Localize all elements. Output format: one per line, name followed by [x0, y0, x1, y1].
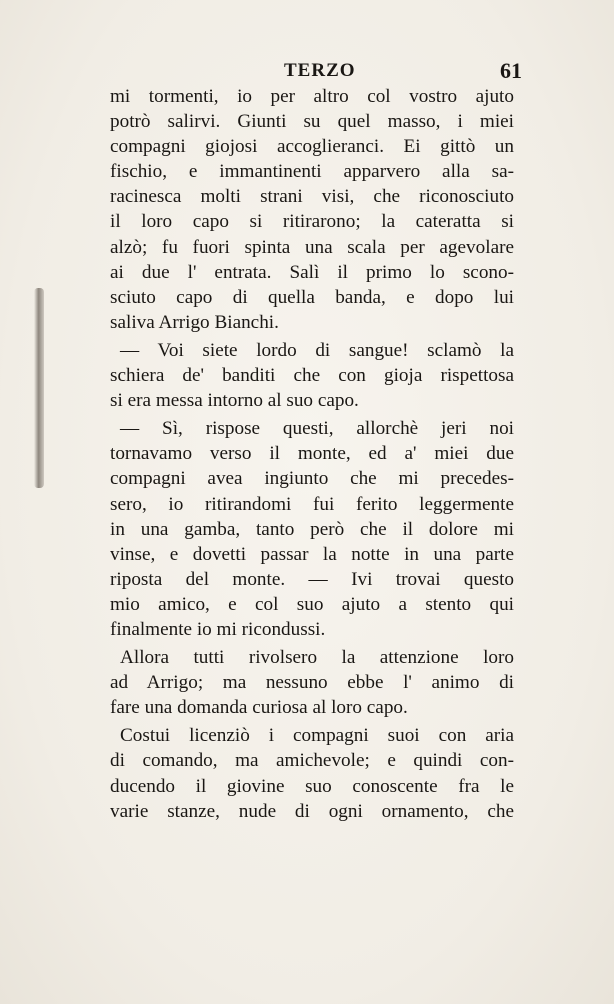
body-text [110, 84, 514, 824]
text-line: potrò salirvi. Giunti su quel masso, i miei [110, 111, 514, 133]
text-line: sero, io ritirandomi fui ferito leggermente [110, 493, 514, 515]
text-line: tornavamo verso il monte, ed a' miei due [110, 443, 514, 465]
text-line: fare una domanda curiosa al loro capo. [110, 697, 408, 719]
text-line: compagni giojosi accoglieranci. Ei gittò un [110, 136, 514, 158]
text-line: fischio, e immantinenti apparvero alla sa- [110, 161, 514, 183]
text-line: racinesca molti strani visi, che riconosciuto [110, 186, 514, 208]
text-line: compagni avea ingiunto che mi precedes- [110, 468, 514, 490]
text-line: — Voi siete lordo di sangue! sclamò la [120, 339, 514, 361]
text-line: saliva Arrigo Bianchi. [110, 311, 279, 333]
chapter-title: TERZO [284, 60, 356, 81]
binding-shadow [34, 288, 44, 488]
text-line: finalmente io mi ricondussi. [110, 618, 326, 640]
text-line: schiera de' banditi che con gioja rispettosa [110, 365, 514, 387]
page-number: 61 [500, 58, 522, 83]
text-line: si era messa intorno al suo capo. [110, 390, 359, 412]
text-line: ai due l' entrata. Salì il primo lo scono- [110, 261, 514, 283]
text-line: ad Arrigo; ma nessuno ebbe l' animo di [110, 672, 514, 694]
text-line: mi tormenti, io per altro col vostro ajuto [110, 86, 514, 107]
text-line: riposta del monte. — Ivi trovai questo [110, 568, 514, 590]
text-line: varie stanze, nude di ogni ornamento, che [110, 800, 514, 822]
text-line: in una gamba, tanto però che il dolore mi [110, 518, 514, 540]
text-line: vinse, e dovetti passar la notte in una parte [110, 543, 514, 565]
text-line: Costui licenziò i compagni suoi con aria [120, 725, 514, 747]
text-line: — Sì, rispose questi, allorchè jeri noi [120, 418, 514, 440]
text-line: sciuto capo di quella banda, e dopo lui [110, 286, 514, 308]
text-line: alzò; fu fuori spinta una scala per agevolare [110, 236, 514, 258]
text-line: Allora tutti rivolsero la attenzione loro [120, 647, 514, 669]
text-line: il loro capo si ritirarono; la cateratta si [110, 211, 514, 233]
text-line: di comando, ma amichevole; e quindi con- [110, 750, 514, 772]
text-line: mio amico, e col suo ajuto a stento qui [110, 593, 514, 615]
text-line: ducendo il giovine suo conoscente fra le [110, 775, 514, 797]
